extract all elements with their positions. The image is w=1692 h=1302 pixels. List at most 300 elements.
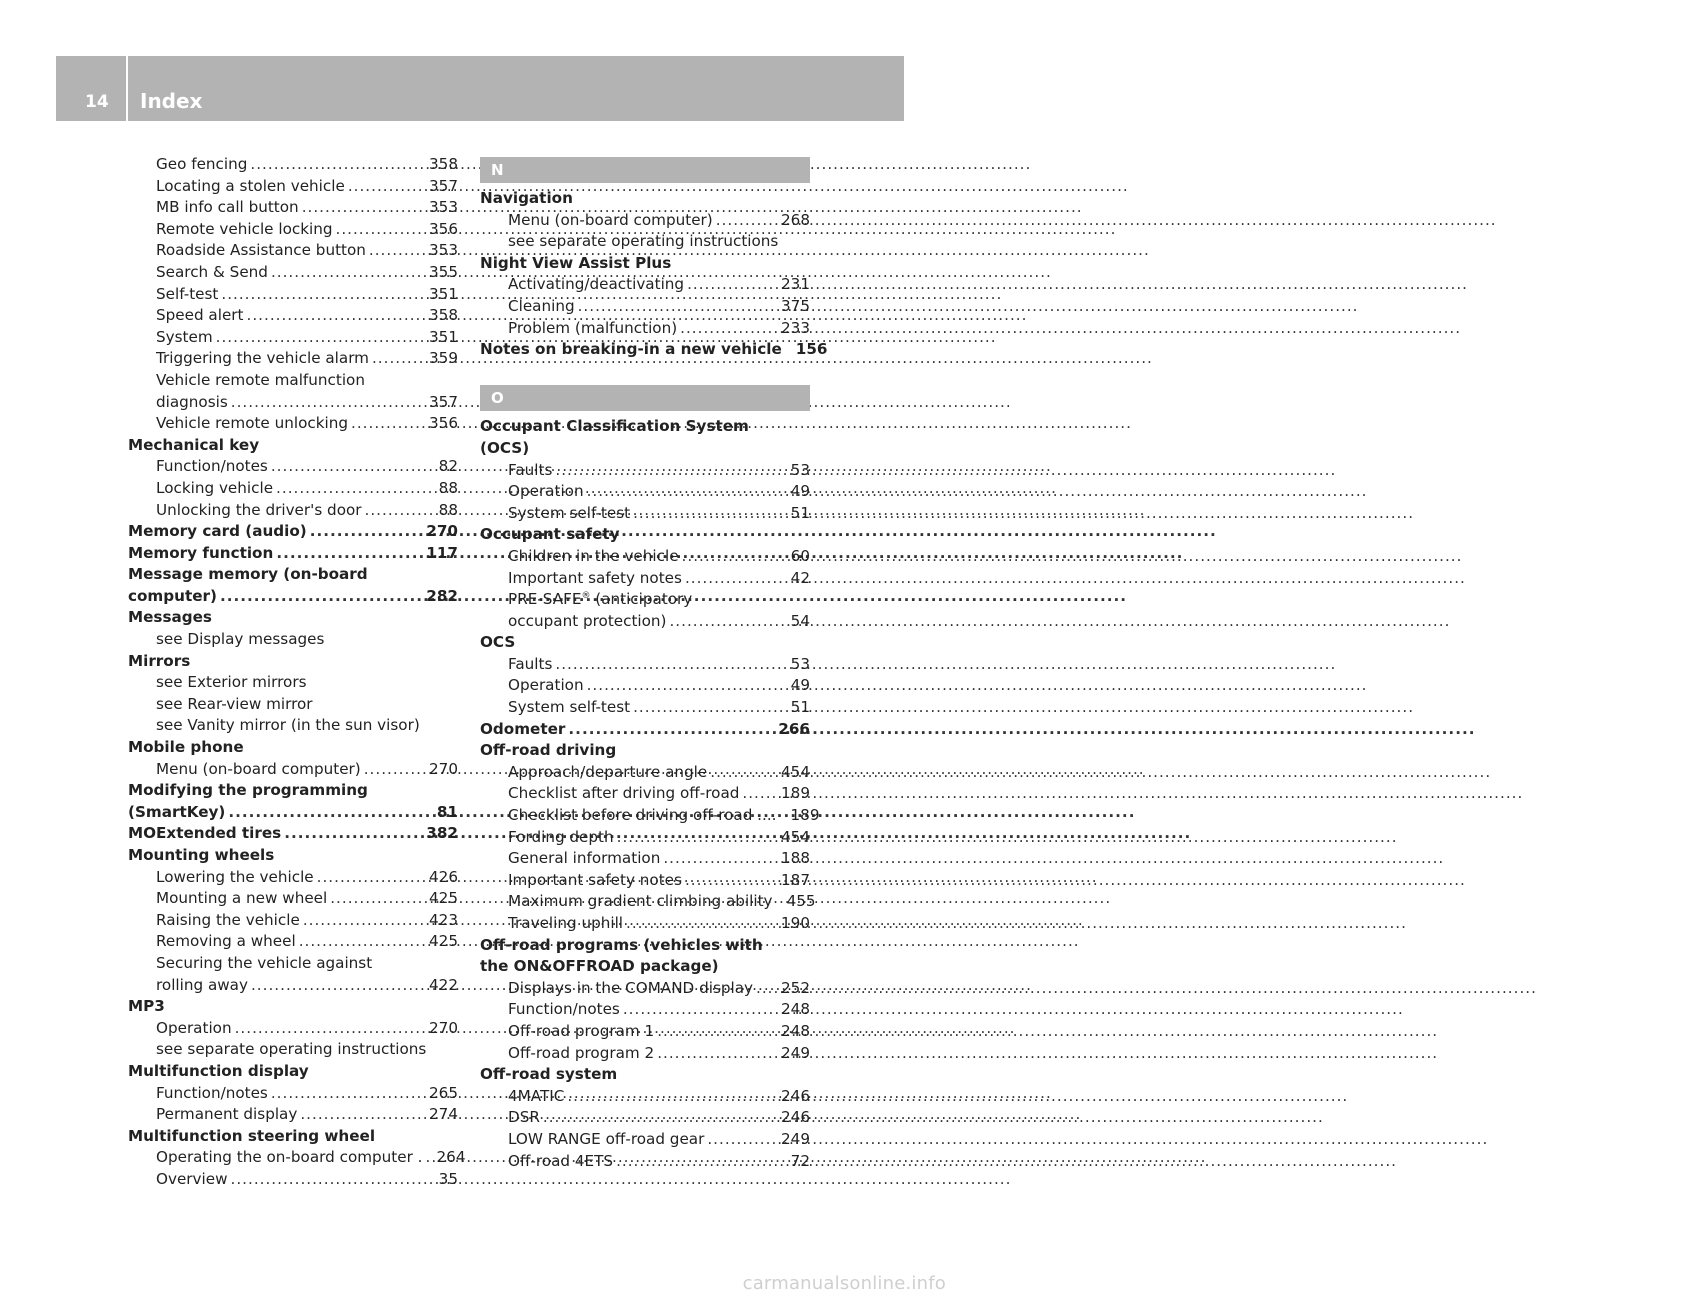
index-subentry[interactable] (128, 240, 458, 262)
index-subentry[interactable] (128, 262, 458, 284)
entry-label: Vehicle remote malfunction (156, 370, 365, 389)
page-reference: 49 (790, 482, 810, 501)
entry-label: Cleaning (508, 296, 575, 315)
page-reference: 60 (790, 546, 810, 565)
index-subentry[interactable] (480, 210, 810, 232)
index-subentry[interactable] (128, 219, 458, 241)
entry-label: Off-road driving (480, 741, 617, 760)
entry-label: Approach/departure angle (508, 762, 708, 781)
index-subentry[interactable] (480, 611, 810, 633)
entry-label: Menu (on-board computer) (156, 759, 361, 778)
entry-label: Vehicle remote unlocking (156, 414, 349, 433)
index-subentry[interactable] (480, 913, 810, 935)
leader-dots (351, 413, 426, 435)
index-subentry[interactable] (480, 999, 810, 1021)
index-subentry[interactable] (128, 413, 458, 435)
index-entry[interactable] (128, 435, 458, 457)
section-letter-bar: O (480, 385, 810, 411)
entry-label: Permanent display (156, 1105, 298, 1124)
page-reference: 53 (790, 654, 810, 673)
index-subentry[interactable] (480, 1043, 810, 1065)
index-entry[interactable] (480, 740, 810, 762)
entry-label: rolling away (156, 975, 248, 994)
index-subentry[interactable] (480, 231, 810, 253)
leader-dots (567, 1086, 778, 1108)
page-reference: 356 (429, 414, 458, 433)
index-subentry[interactable] (480, 1021, 810, 1043)
page-reference: 231 (781, 275, 810, 294)
index-subentry[interactable] (128, 176, 458, 198)
index-subentry[interactable] (480, 1086, 810, 1108)
index-entry[interactable] (128, 1061, 458, 1083)
index-subentry[interactable] (480, 1151, 810, 1173)
index-subentry[interactable] (480, 481, 810, 503)
page-reference: 233 (781, 318, 810, 337)
page-reference: 274 (429, 1105, 458, 1124)
page-reference: 422 (429, 975, 458, 994)
leader-dots (299, 931, 426, 953)
page-reference: 51 (790, 698, 810, 717)
index-entry[interactable] (128, 651, 458, 673)
entry-label: Traveling uphill (508, 914, 624, 932)
entry-label: OCS (480, 633, 516, 652)
index-entry[interactable] (480, 935, 810, 957)
section-letter-bar: N (480, 157, 810, 183)
entry-label: Modifying the programming (128, 781, 368, 800)
page-reference: 88 (438, 478, 458, 497)
entry-label: computer) (128, 586, 217, 605)
entry-label: Off-road program 2 (508, 1043, 655, 1062)
leader-dots (271, 1083, 426, 1105)
leader-dots (578, 296, 778, 318)
entry-label: Message memory (on-board (128, 565, 368, 584)
leader-dots (302, 197, 426, 219)
leader-dots (369, 240, 426, 262)
entry-label: diagnosis (156, 392, 228, 411)
leader-dots (247, 305, 426, 327)
index-subentry[interactable] (128, 348, 458, 370)
leader-dots (372, 348, 426, 370)
index-entry[interactable] (480, 339, 828, 361)
index-subentry[interactable] (128, 910, 458, 932)
index-subentry[interactable] (128, 1039, 458, 1061)
entry-label: Off-road 4ETS (508, 1151, 614, 1170)
entry-label: Maximum gradient climbing ability (508, 892, 773, 911)
entry-label: DSR (508, 1108, 540, 1127)
entry-label: Off-road program 1 (508, 1021, 655, 1040)
index-entry[interactable] (480, 1064, 810, 1086)
page-reference: 53 (790, 460, 810, 479)
leader-dots (303, 910, 426, 932)
entry-label: Important safety notes (508, 870, 682, 889)
page-reference: 249 (781, 1129, 810, 1148)
page-reference: 189 (781, 784, 810, 803)
leader-dots (276, 478, 436, 500)
entry-label: Removing a wheel (156, 932, 296, 951)
leader-dots (231, 392, 426, 414)
page-reference: 156 (795, 340, 828, 359)
page-reference: 249 (781, 1043, 810, 1062)
index-subentry[interactable] (128, 759, 458, 781)
page-reference: 246 (781, 1086, 810, 1105)
index-subentry[interactable] (128, 975, 458, 997)
leader-dots (555, 654, 787, 676)
index-entry[interactable] (128, 607, 458, 629)
index-subentry[interactable] (128, 500, 458, 522)
index-subentry[interactable] (480, 697, 810, 719)
leader-dots (685, 568, 788, 590)
index-entry[interactable] (480, 416, 810, 438)
entry-label: Remote vehicle locking (156, 219, 333, 238)
page-reference: 358 (429, 306, 458, 325)
entry-label: Mounting wheels (128, 846, 275, 864)
page-reference: 266 (778, 719, 810, 738)
page-reference: 353 (429, 198, 458, 217)
entry-label: Odometer (480, 719, 566, 738)
entry-label: Triggering the vehicle alarm (156, 349, 369, 368)
index-subentry[interactable] (128, 1147, 466, 1169)
page-reference: 190 (781, 914, 810, 932)
page-reference: 248 (781, 1021, 810, 1040)
leader-dots (221, 284, 426, 306)
entry-label: see separate operating instructions (156, 1040, 427, 1059)
entry-label: Multifunction steering wheel (128, 1126, 376, 1145)
entry-label: Function/notes (156, 1083, 268, 1102)
leader-dots (250, 154, 426, 176)
leader-dots (251, 975, 426, 997)
page-reference: 423 (429, 910, 458, 929)
index-column-left (128, 154, 466, 1191)
leader-dots (657, 1043, 778, 1065)
entry-label: Faults (508, 460, 553, 479)
leader-dots (276, 543, 423, 565)
page-reference: 353 (429, 241, 458, 260)
entry-label: Mirrors (128, 651, 191, 670)
entry-label: Messages (128, 608, 212, 627)
index-subentry[interactable] (128, 392, 458, 414)
entry-label: Multifunction display (128, 1061, 309, 1080)
index-entry[interactable] (128, 521, 458, 543)
page-reference: 425 (429, 932, 458, 951)
page-reference: 265 (429, 1083, 458, 1102)
index-entry[interactable] (128, 543, 458, 565)
index-subentry[interactable] (128, 1104, 458, 1126)
page-reference: 189 (790, 806, 820, 825)
leader-dots (710, 762, 778, 784)
entry-label: Fording depth (508, 827, 614, 846)
leader-dots (220, 586, 423, 608)
entry-label: Geo fencing (156, 155, 248, 173)
header-divider (126, 56, 128, 121)
index-subentry[interactable] (480, 1129, 810, 1151)
page-reference: 455 (786, 892, 816, 911)
page-reference: 117 (426, 543, 458, 562)
page-reference: 88 (438, 500, 458, 519)
index-entry[interactable] (128, 845, 458, 867)
index-subentry[interactable] (128, 1169, 458, 1191)
index-subentry[interactable] (128, 888, 458, 910)
entry-label: Lowering the vehicle (156, 867, 314, 886)
page-reference: 425 (429, 889, 458, 908)
index-subentry[interactable] (128, 867, 458, 889)
leader-dots (616, 1151, 788, 1173)
leader-dots (742, 783, 778, 805)
entry-label: Speed alert (156, 306, 244, 325)
leader-dots (568, 719, 775, 741)
leader-dots (682, 546, 788, 568)
leader-dots (617, 827, 778, 849)
entry-label: MP3 (128, 997, 165, 1016)
entry-label: occupant protection) (508, 611, 667, 630)
page-reference: 252 (781, 978, 810, 997)
section-gap (480, 361, 810, 383)
entry-label: Securing the vehicle against (156, 953, 373, 972)
index-subentry[interactable] (480, 568, 810, 590)
leader-dots (364, 759, 426, 781)
leader-dots (587, 481, 788, 503)
index-subentry[interactable] (480, 589, 810, 611)
entry-label: Off-road system (480, 1065, 618, 1084)
page-reference: 49 (790, 676, 810, 695)
leader-dots (685, 870, 778, 892)
page-reference: 248 (781, 1000, 810, 1019)
leader-dots (633, 503, 788, 525)
entry-label: Occupant Classification System (480, 417, 749, 436)
leader-dots (317, 867, 426, 889)
leader-dots (348, 176, 426, 198)
entry-label: Function/notes (508, 1000, 620, 1019)
leader-dots (623, 999, 778, 1021)
index-subentry[interactable] (480, 546, 810, 568)
index-entry[interactable] (480, 438, 810, 460)
index-subentry[interactable] (128, 370, 458, 392)
index-subentry[interactable] (480, 848, 810, 870)
index-subentry[interactable] (128, 694, 458, 716)
index-entry[interactable] (128, 780, 458, 802)
index-entry[interactable] (128, 802, 458, 824)
entry-label: MB info call button (156, 198, 299, 217)
index-subentry[interactable] (480, 675, 810, 697)
entry-label: Menu (on-board computer) (508, 210, 713, 229)
index-subentry[interactable] (480, 891, 816, 913)
index-entry[interactable] (128, 737, 458, 759)
entry-label: see Display messages (156, 630, 325, 649)
page-reference: 351 (429, 284, 458, 303)
page-reference: 268 (781, 210, 810, 229)
index-entry[interactable] (128, 586, 458, 608)
page-reference: 356 (429, 219, 458, 238)
entry-label: (SmartKey) (128, 802, 226, 821)
page-reference: 81 (436, 802, 458, 821)
page-reference: 270 (429, 1018, 458, 1037)
leader-dots (336, 219, 427, 241)
leader-dots (555, 460, 787, 482)
leader-dots (707, 1129, 778, 1151)
entry-label: System (156, 327, 213, 346)
index-subentry[interactable] (480, 827, 810, 849)
index-subentry[interactable] (128, 197, 458, 219)
index-subentry[interactable] (128, 327, 458, 349)
page-reference: 357 (429, 392, 458, 411)
page-reference: 82 (438, 457, 458, 476)
index-subentry[interactable] (480, 783, 810, 805)
page-title: Index (140, 89, 203, 113)
header-bar (56, 56, 904, 121)
page-reference: 454 (781, 827, 810, 846)
entry-label: Memory function (128, 543, 274, 562)
index-subentry[interactable] (128, 1083, 458, 1105)
page-reference: 246 (781, 1108, 810, 1127)
leader-dots (231, 1169, 436, 1191)
page-reference: 54 (790, 611, 810, 630)
entry-label: Operation (156, 1018, 232, 1037)
leader-dots (300, 1104, 426, 1126)
entry-label: (OCS) (480, 438, 530, 457)
leader-dots (663, 848, 778, 870)
page-reference: 426 (429, 867, 458, 886)
index-entry[interactable] (480, 956, 810, 978)
index-subentry[interactable] (480, 762, 810, 784)
entry-label: see Rear-view mirror (156, 694, 313, 713)
page-reference: 357 (429, 176, 458, 195)
page-reference: 375 (781, 296, 810, 315)
index-entry[interactable] (480, 188, 810, 210)
index-subentry[interactable] (480, 1107, 810, 1129)
page-reference: 382 (426, 824, 458, 843)
index-subentry[interactable] (128, 629, 458, 651)
index-subentry[interactable] (480, 318, 810, 340)
page-reference: 188 (781, 849, 810, 868)
index-subentry[interactable] (480, 870, 810, 892)
index-subentry[interactable] (128, 953, 458, 975)
leader-dots (680, 318, 778, 340)
page-reference: 351 (429, 327, 458, 346)
index-entry[interactable] (128, 1126, 458, 1148)
entry-label: Raising the vehicle (156, 910, 300, 929)
entry-label: Faults (508, 654, 553, 673)
index-subentry[interactable] (128, 305, 458, 327)
index-subentry[interactable] (480, 978, 810, 1000)
index-subentry[interactable] (480, 503, 810, 525)
entry-label: Operation (508, 676, 584, 695)
index-subentry[interactable] (128, 284, 458, 306)
index-subentry[interactable] (128, 715, 458, 737)
leader-dots (587, 675, 788, 697)
index-subentry[interactable] (128, 1018, 458, 1040)
entry-label: Function/notes (156, 457, 268, 476)
entry-label: Occupant safety (480, 525, 620, 544)
index-subentry[interactable] (128, 478, 458, 500)
page-reference: 355 (429, 262, 458, 281)
entry-label: Children in the vehicle (508, 546, 679, 565)
leader-dots (228, 802, 434, 824)
index-entry[interactable] (480, 719, 810, 741)
index-entry[interactable] (480, 253, 810, 275)
page-reference: 42 (790, 568, 810, 587)
entry-label: MOExtended tires (128, 824, 282, 843)
index-subentry[interactable] (480, 460, 810, 482)
entry-label: LOW RANGE off-road gear (508, 1129, 705, 1148)
index-subentry[interactable] (128, 931, 458, 953)
leader-dots (310, 521, 424, 543)
index-subentry[interactable] (480, 805, 820, 827)
page-number: 14 (85, 92, 109, 112)
entry-label: see Vanity mirror (in the sun visor) (156, 716, 420, 735)
entry-label: Mounting a new wheel (156, 889, 328, 908)
page-reference: 264 (436, 1148, 466, 1167)
leader-dots (426, 1147, 434, 1169)
page-reference: 454 (781, 762, 810, 781)
entry-label: Off-road programs (vehicles with (480, 935, 763, 954)
index-entry[interactable] (128, 823, 458, 845)
leader-dots (633, 697, 788, 719)
entry-label: see separate operating instructions (508, 232, 779, 251)
index-entry[interactable] (128, 564, 458, 586)
entry-label: Notes on breaking-in a new vehicle (480, 340, 782, 359)
entry-label: Search & Send (156, 262, 268, 281)
leader-dots (543, 1107, 778, 1129)
entry-label: Roadside Assistance button (156, 241, 366, 260)
entry-label: Problem (malfunction) (508, 318, 678, 337)
leader-dots (330, 888, 426, 910)
entry-label: Self-test (156, 284, 219, 303)
index-subentry[interactable] (480, 296, 810, 318)
entry-label: Operating the on-board computer . (156, 1148, 423, 1167)
leader-dots (657, 1021, 778, 1043)
entry-label: Locating a stolen vehicle (156, 176, 345, 195)
leader-dots (284, 823, 423, 845)
entry-label: System self-test (508, 503, 631, 522)
entry-label: Night View Assist Plus (480, 253, 672, 272)
page-reference: 358 (429, 155, 458, 173)
index-entry[interactable] (480, 632, 810, 654)
entry-label: 4MATIC (508, 1086, 565, 1105)
entry-label: see Exterior mirrors (156, 673, 307, 692)
index-entry[interactable] (128, 996, 458, 1018)
page-reference: 51 (790, 503, 810, 522)
entry-label: Important safety notes (508, 568, 682, 587)
leader-dots (271, 262, 426, 284)
entry-label: Mechanical key (128, 435, 260, 454)
entry-label: Checklist before driving off-road .... (508, 806, 777, 825)
index-column-right (480, 154, 828, 1172)
entry-label: Displays in the COMAND display (508, 978, 754, 997)
page-reference: 35 (438, 1169, 458, 1188)
index-subentry[interactable] (128, 456, 458, 478)
watermark: carmanualsonline.info (742, 1273, 946, 1294)
entry-label: Unlocking the driver's door (156, 500, 362, 519)
page-reference: 72 (790, 1151, 810, 1170)
index-entry[interactable] (480, 524, 810, 546)
leader-dots (365, 500, 436, 522)
entry-label: Checklist after driving off-road (508, 784, 740, 803)
page-reference: 282 (426, 586, 458, 605)
leader-dots (626, 913, 778, 935)
index-subentry[interactable] (128, 672, 458, 694)
leader-dots (669, 611, 787, 633)
index-subentry[interactable] (480, 274, 810, 296)
leader-dots (756, 978, 778, 1000)
page-reference: 270 (429, 759, 458, 778)
entry-label: Navigation (480, 189, 573, 207)
index-subentry[interactable] (128, 154, 458, 176)
entry-label: System self-test (508, 698, 631, 717)
leader-dots (216, 327, 426, 349)
page-reference: 270 (426, 522, 458, 541)
entry-label: Operation (508, 482, 584, 501)
leader-dots (687, 274, 778, 296)
index-subentry[interactable] (480, 654, 810, 676)
